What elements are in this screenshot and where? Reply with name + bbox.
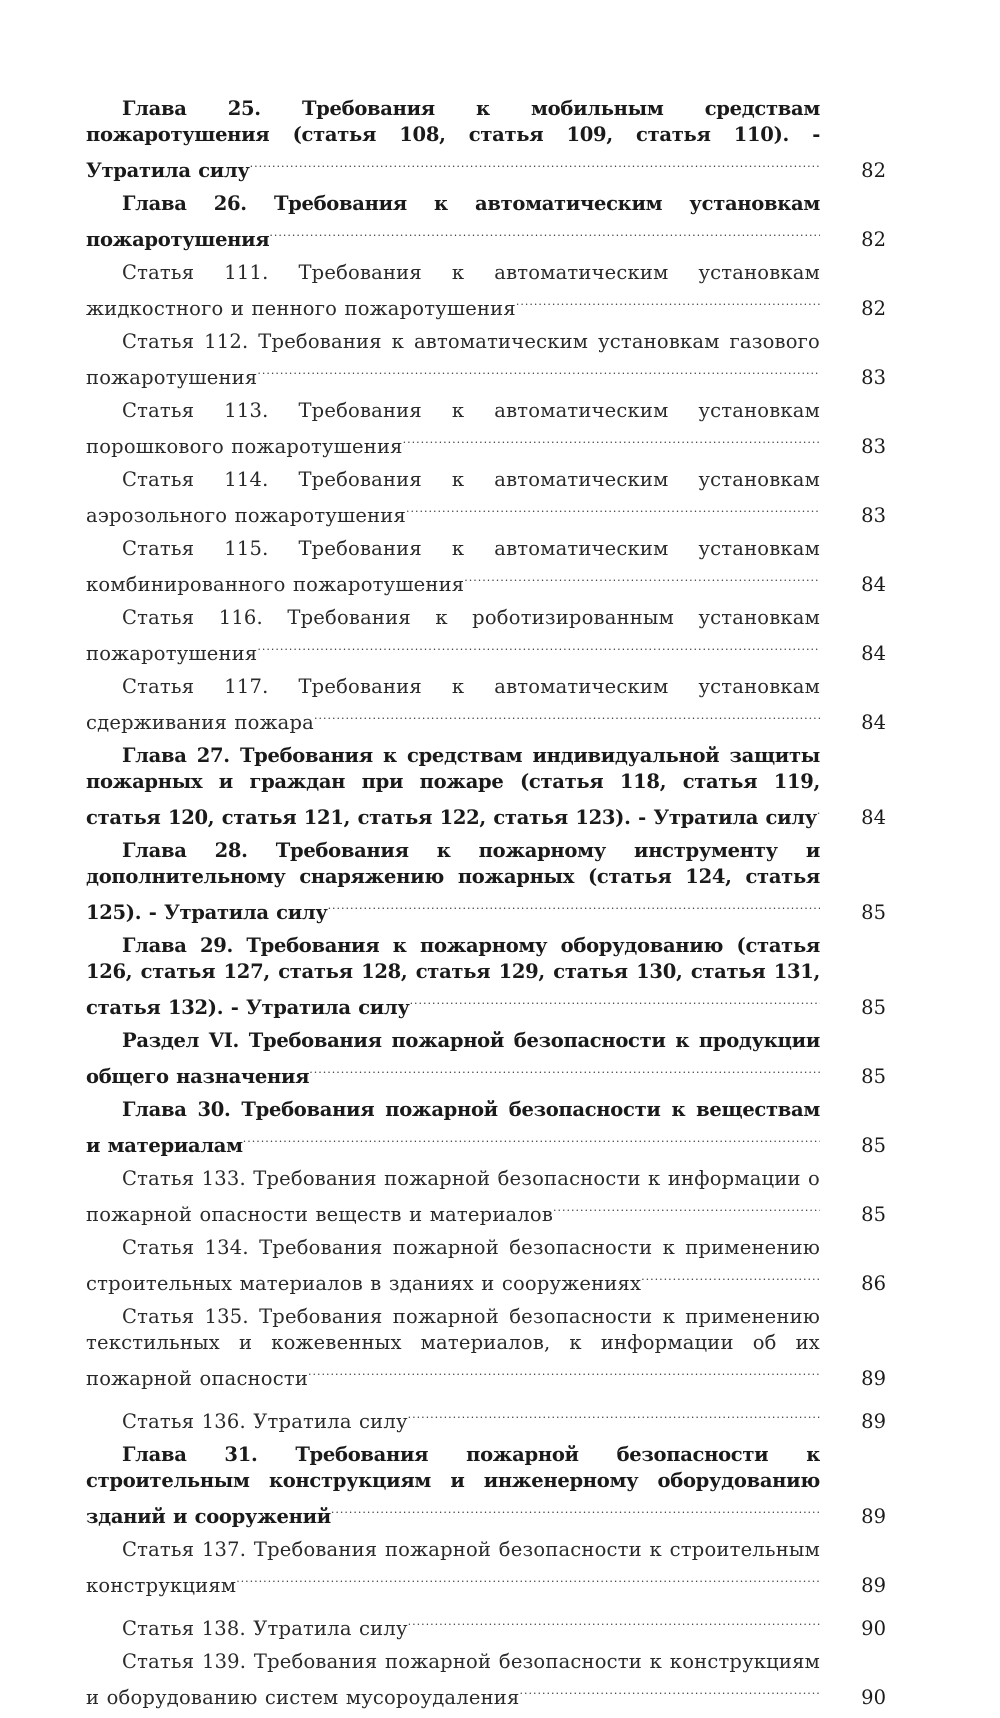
toc-entry — [86, 1304, 886, 1392]
toc-entry-page: 89 — [861, 1574, 886, 1597]
toc-entry — [86, 536, 886, 598]
toc-entry — [86, 1649, 886, 1711]
toc-entry-page: 85 — [861, 1065, 886, 1088]
toc-entry — [86, 1235, 886, 1297]
toc-entry-title: Статья 117. Требования к автоматическим установкам сдерживания пожара..... — [86, 674, 820, 736]
toc-entry-page: 82 — [861, 159, 886, 182]
toc-entry-page: 84 — [861, 711, 886, 734]
toc-entry-page: 82 — [861, 297, 886, 320]
toc-entry-page: 89 — [861, 1410, 886, 1433]
toc-entry — [86, 933, 886, 1021]
toc-entry — [86, 605, 886, 667]
table-of-contents — [86, 96, 886, 1718]
toc-entry — [86, 1399, 886, 1435]
toc-entry — [86, 1097, 886, 1159]
toc-entry-page: 84 — [861, 642, 886, 665]
toc-entry-title: Глава 30. Требования пожарной безопасности к веществам и материалам..... — [86, 1097, 820, 1159]
toc-entry-title: Статья 135. Требования пожарной безопасности к применению текстильных и кожевенных материалов, к информации об их пожарной опасности..... — [86, 1304, 820, 1392]
toc-entry-page: 89 — [861, 1505, 886, 1528]
toc-entry-page: 85 — [861, 901, 886, 924]
toc-entry-title: Статья 139. Требования пожарной безопасности к конструкциям и оборудованию систем мусороудаления..... — [86, 1649, 820, 1711]
toc-entry — [86, 743, 886, 831]
toc-entry — [86, 329, 886, 391]
toc-entry — [86, 1442, 886, 1530]
toc-entry — [86, 1028, 886, 1090]
toc-entry-title: Статья 134. Требования пожарной безопасности к применению строительных материалов в зданиях и сооружениях..... — [86, 1235, 820, 1297]
toc-entry — [86, 191, 886, 253]
toc-entry — [86, 1166, 886, 1228]
toc-entry-title: Статья 112. Требования к автоматическим установкам газового пожаротушения..... — [86, 329, 820, 391]
toc-entry-title: Статья 137. Требования пожарной безопасности к строительным конструкциям..... — [86, 1537, 820, 1599]
toc-entry — [86, 96, 886, 184]
toc-entry-page: 84 — [861, 806, 886, 829]
toc-entry-title: Статья 138. Утратила силу..... — [86, 1606, 820, 1642]
toc-entry-title: Статья 133. Требования пожарной безопасности к информации о пожарной опасности веществ и материалов..... — [86, 1166, 820, 1228]
toc-entry-title: Статья 136. Утратила силу..... — [86, 1399, 820, 1435]
toc-entry-title: Раздел VI. Требования пожарной безопасности к продукции общего назначения..... — [86, 1028, 820, 1090]
toc-entry-page: 90 — [861, 1617, 886, 1640]
toc-entry-title: Глава 27. Требования к средствам индивидуальной защиты пожарных и граждан при пожаре (статья 118, статья 119, статья 120, статья 121, статья 122, статья 123). - Утратила силу..... — [86, 743, 820, 831]
toc-entry-page: 84 — [861, 573, 886, 596]
toc-entry-page: 86 — [861, 1272, 886, 1295]
toc-entry-page: 83 — [861, 504, 886, 527]
toc-entry-title: Статья 111. Требования к автоматическим установкам жидкостного и пенного пожаротушения..... — [86, 260, 820, 322]
toc-entry-title: Глава 28. Требования к пожарному инструменту и дополнительному снаряжению пожарных (статья 124, статья 125). - Утратила силу..... — [86, 838, 820, 926]
toc-entry — [86, 467, 886, 529]
toc-entry-title: Глава 26. Требования к автоматическим установкам пожаротушения..... — [86, 191, 820, 253]
toc-entry-title: Статья 113. Требования к автоматическим установкам порошкового пожаротушения..... — [86, 398, 820, 460]
toc-entry-page: 85 — [861, 1134, 886, 1157]
toc-entry-title: Глава 25. Требования к мобильным средствам пожаротушения (статья 108, статья 109, статья 110). - Утратила силу..... — [86, 96, 820, 184]
toc-entry — [86, 1537, 886, 1599]
toc-entry — [86, 1606, 886, 1642]
toc-entry — [86, 398, 886, 460]
toc-entry-title: Статья 114. Требования к автоматическим установкам аэрозольного пожаротушения..... — [86, 467, 820, 529]
toc-entry — [86, 260, 886, 322]
toc-entry-page: 83 — [861, 366, 886, 389]
toc-entry-page: 89 — [861, 1367, 886, 1390]
toc-entry-title: Статья 115. Требования к автоматическим установкам комбинированного пожаротушения..... — [86, 536, 820, 598]
toc-entry-title: Статья 116. Требования к роботизированным установкам пожаротушения..... — [86, 605, 820, 667]
toc-entry-title: Глава 29. Требования к пожарному оборудованию (статья 126, статья 127, статья 128, статья 129, статья 130, статья 131, статья 132). - Утратила силу..... — [86, 933, 820, 1021]
toc-entry-page: 82 — [861, 228, 886, 251]
toc-entry — [86, 838, 886, 926]
toc-entry-page: 85 — [861, 1203, 886, 1226]
toc-entry-page: 83 — [861, 435, 886, 458]
toc-entry — [86, 674, 886, 736]
toc-entry-page: 85 — [861, 996, 886, 1019]
toc-entry-page: 90 — [861, 1686, 886, 1709]
toc-entry-title: Глава 31. Требования пожарной безопасности к строительным конструкциям и инженерному оборудованию зданий и сооружений..... — [86, 1442, 820, 1530]
